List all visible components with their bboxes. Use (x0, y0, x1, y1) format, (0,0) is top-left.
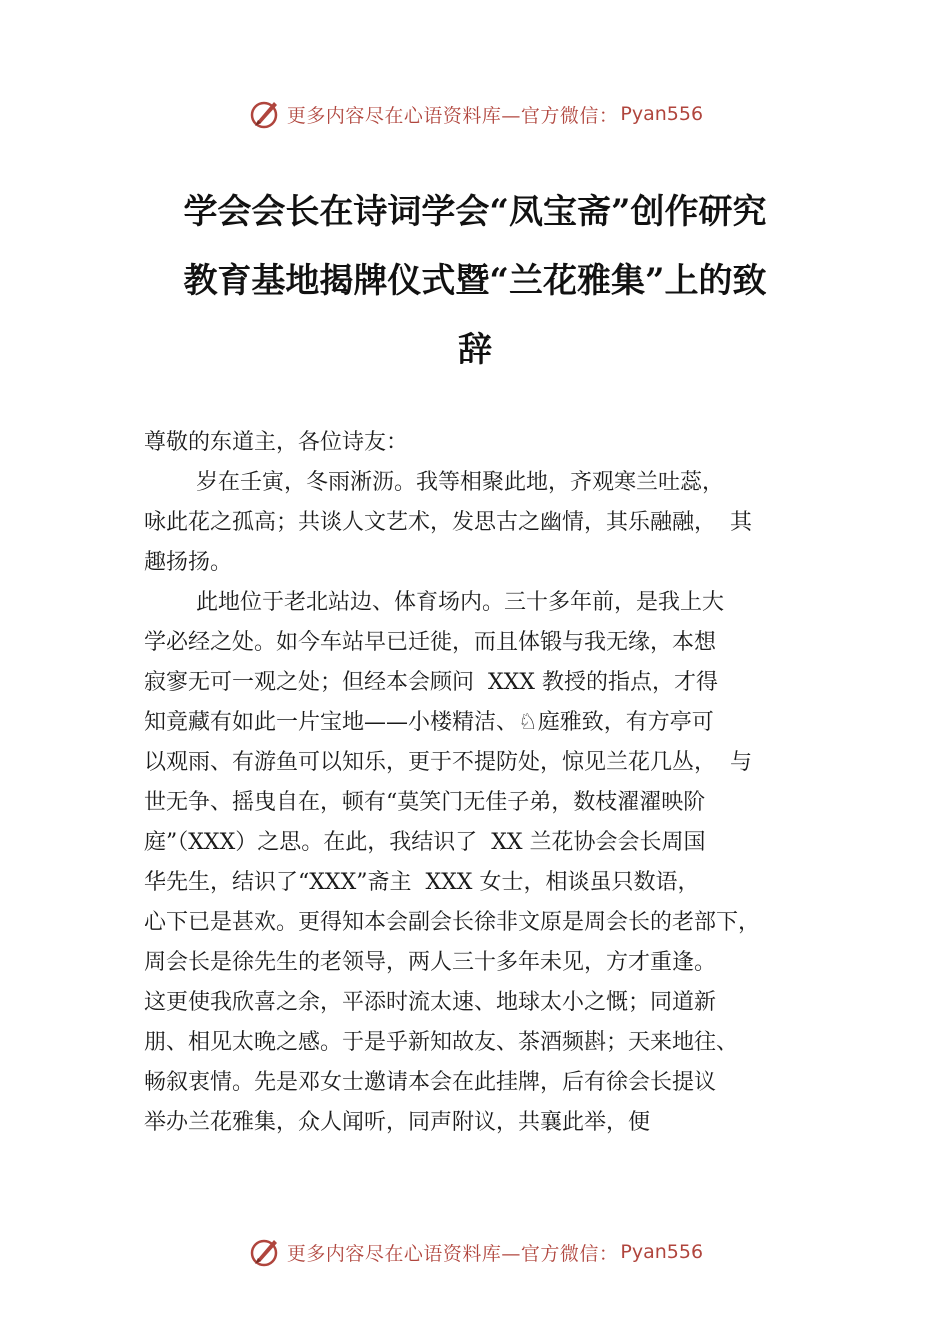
brush-logo-icon (247, 1234, 283, 1270)
body-line: 心下已是甚欢。更得知本会副会长徐非文原是周会长的老部下， (144, 910, 761, 935)
body-line: 知竟藏有如此一片宝地——小楼精洁、♘庭雅致，有方亭可 (144, 710, 714, 735)
body-line: 华先生，结识了“XXX”斋主 XXX 女士，相谈虽只数语， (144, 870, 700, 895)
body-line: 庭”（XXX）之思。在此，我结识了 XX 兰花协会会长周国 (144, 830, 706, 855)
banner-text: 更多内容尽在心语资料库—官方微信： (286, 104, 619, 127)
banner-wechat-id: Pyan556 (620, 1241, 704, 1263)
banner-text: 更多内容尽在心语资料库—官方微信： (286, 1242, 619, 1265)
banner-wechat-id: Pyan556 (620, 103, 704, 125)
body-line: 畅叙衷情。先是邓女士邀请本会在此挂牌，后有徐会长提议 (144, 1070, 717, 1095)
body-line: 这更使我欣喜之余，平添时流太速、地球太小之慨；同道新 (144, 990, 717, 1015)
body-line: 举办兰花雅集，众人闻听，同声附议，共襄此举，便 (144, 1110, 651, 1135)
body-line: 以观雨、有游鱼可以知乐，更于不提防处，惊见兰花几丛， 与 (144, 750, 752, 775)
body-line: 趣扬扬。 (144, 550, 233, 575)
speech-body (144, 423, 844, 1143)
brush-logo-icon (247, 96, 283, 132)
body-line: 周会长是徐先生的老领导，两人三十多年未见，方才重逢。 (144, 950, 717, 975)
title-line: 教育基地揭牌仪式暨“兰花雅集”上的致 (183, 261, 767, 301)
body-line: 学必经之处。如今车站早已迁徙，而且体锻与我无缘，本想 (144, 630, 717, 655)
body-line: 此地位于老北站边、体育场内。三十多年前，是我上大 (196, 590, 725, 615)
title-line: 辞 (458, 330, 492, 370)
body-line: 寂寥无可一观之处；但经本会顾问 XXX 教授的指点，才得 (144, 670, 718, 695)
document-title (130, 178, 820, 385)
body-line: 世无争、摇曳自在，顿有“莫笑门无佳子弟，数枝濯濯映阶 (144, 790, 706, 815)
title-line: 学会会长在诗词学会“凤宝斋”创作研究 (183, 192, 767, 232)
salutation: 尊敬的东道主，各位诗友： (144, 430, 409, 455)
header-banner (0, 94, 950, 134)
body-line: 朋、相见太晚之感。于是乎新知故友、茶酒频斟；天来地往、 (144, 1030, 739, 1055)
body-line: 咏此花之孤高；共谈人文艺术，发思古之幽情，其乐融融， 其 (144, 510, 752, 535)
footer-banner (0, 1232, 950, 1272)
body-line: 岁在壬寅，冬雨淅沥。我等相聚此地，齐观寒兰吐蕊， (196, 470, 725, 495)
